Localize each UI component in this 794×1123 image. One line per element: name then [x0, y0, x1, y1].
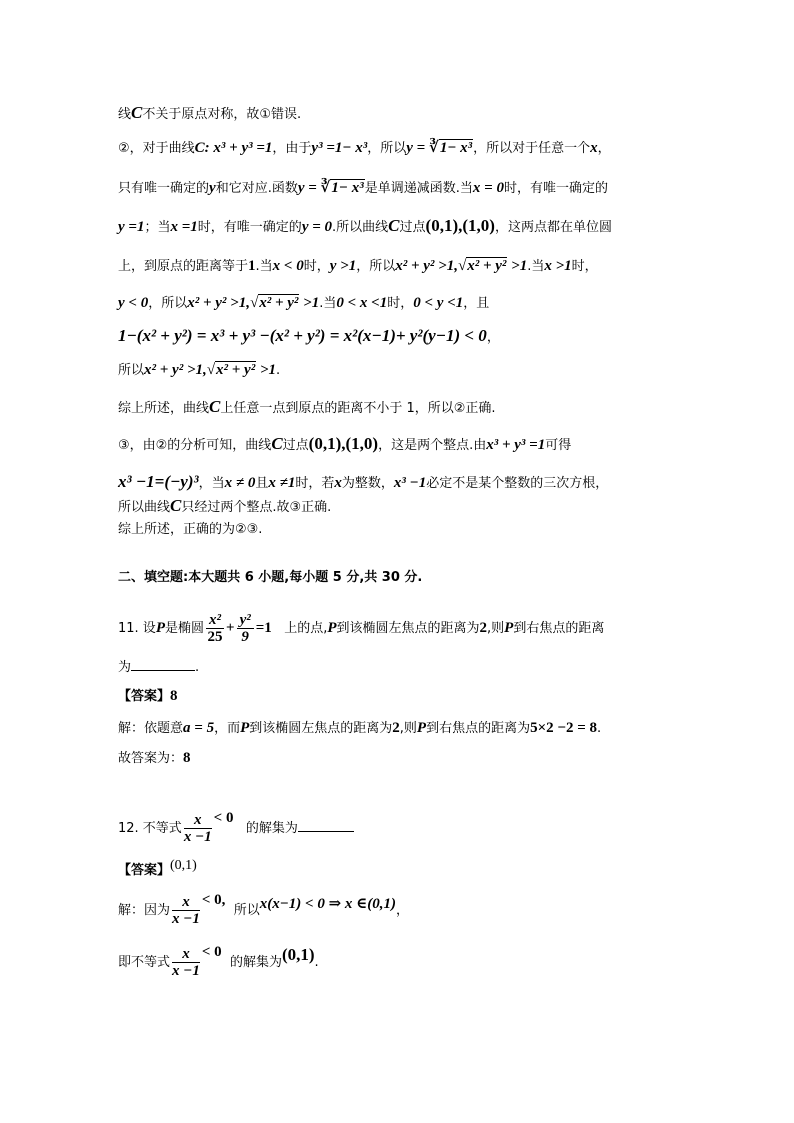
text-line: y < 0，所以x² + y² >1,√x² + y² >1.当0 < x <1时，0 < y <1，且 [118, 295, 490, 311]
math: >1 [299, 295, 320, 311]
text: 到右焦点的距离 [513, 621, 605, 636]
text: 为整数， [341, 476, 394, 491]
text: 上任意一点到原点的距离不小于 1，所以②正确. [220, 401, 496, 416]
solution-line [118, 750, 191, 767]
math: x(x−1) < 0 ⇒ x ∈(0,1) [259, 896, 396, 912]
text: 所以 [118, 363, 145, 378]
math: y < 0 [118, 295, 149, 311]
fraction: $\frac{x}{x -1}$ [172, 894, 200, 927]
text: 时， [571, 259, 598, 274]
text: 时， [387, 296, 414, 311]
math-radicand: x² + y² [259, 295, 299, 311]
question-11: 11. 设P是椭圆 $\frac{\text{x²}}{25}$ + $\frac{\text{y²}}{9}$ =1 上的点,P到该椭圆左焦点的距离为2,则P到右焦点的距离 [118, 612, 605, 645]
text-line: 综上所述，正确的为②③. [118, 522, 263, 537]
text: ， [486, 330, 500, 345]
math: 0 < x <1 [336, 295, 388, 311]
text: ，所以 [367, 141, 407, 156]
text: .当 [319, 296, 337, 311]
text: ，当 [198, 476, 225, 491]
text-line [118, 474, 608, 492]
text: ，这两点都在单位圆 [494, 220, 612, 235]
text: 时， [303, 259, 330, 274]
text: 解：依题意 [118, 721, 184, 736]
math: y [209, 180, 216, 196]
question-number: 11. 设 [118, 621, 156, 636]
text-line [118, 436, 571, 454]
text: ,则 [399, 721, 417, 736]
text: 时，有唯一确定的 [503, 181, 608, 196]
text: ，所以对于任意一个 [473, 141, 591, 156]
question-12 [118, 808, 354, 845]
text-line: 所以x² + y² >1,√x² + y² >1. [118, 362, 281, 378]
text-line [118, 140, 611, 157]
answer-label: 【答案】 [118, 689, 171, 704]
text: 时，若 [295, 476, 335, 491]
text: ③，由②的分析可知，曲线 [118, 438, 272, 453]
text: 只经过两个整点.故③正确. [181, 500, 332, 515]
math: x [590, 140, 598, 156]
answer-label: 【答案】 [118, 863, 171, 878]
text: ；当 [144, 220, 171, 235]
math: x² + y² >1, [144, 362, 207, 378]
math: x [334, 475, 342, 491]
text: ,则 [487, 621, 505, 636]
fraction: $\frac{\text{x²}}{25}$ [207, 612, 223, 645]
text: 为 [118, 660, 132, 675]
answer-value: (0,1) [170, 858, 197, 873]
text: ，且 [463, 296, 490, 311]
math-radicand: x² + y² [467, 258, 507, 274]
text: . [276, 363, 281, 378]
text: 的解集为 [229, 955, 282, 970]
text: 到右焦点的距离为 [426, 721, 531, 736]
section-title: 二、填空题:本大题共 6 小题,每小题 5 分,共 30 分. [118, 570, 423, 585]
text: .所以曲线 [332, 220, 389, 235]
text: 的解集为 [245, 821, 298, 836]
text: 解：因为 [118, 903, 171, 918]
question-number: 12. 不等式 [118, 821, 182, 836]
math: 1 [248, 258, 256, 274]
math: < 0 [213, 810, 234, 826]
math: (0,1) [281, 945, 315, 964]
text: 是单调递减函数.当 [364, 181, 473, 196]
math-radicand: x² + y² [216, 362, 256, 378]
text: 上，到原点的距离等于 [118, 259, 249, 274]
fraction: $\frac{x}{x -1}$ [172, 946, 200, 979]
fraction: $\frac{x}{x -1}$ [183, 812, 212, 845]
text: 可得 [545, 438, 572, 453]
text: 和它对应.函数 [215, 181, 298, 196]
text-line [118, 328, 500, 346]
solution-line [118, 890, 409, 927]
text: ，所以 [148, 296, 188, 311]
math: y >1 [329, 258, 357, 274]
text: ，而 [214, 721, 241, 736]
text: 不关于原点对称，故①错误. [142, 107, 302, 122]
text: 所以 [233, 903, 260, 918]
math: =1 [255, 620, 272, 636]
plus: + [226, 620, 235, 636]
text: 且 [255, 476, 269, 491]
solution-line: 解：依题意a = 5，而P到该椭圆左焦点的距离为2,则P到右焦点的距离为5×2 −2 = 8. [118, 720, 602, 736]
math: x = 0 [472, 180, 504, 196]
text: 是椭圆 [164, 621, 204, 636]
math: x < 0 [272, 258, 304, 274]
text-line [118, 180, 608, 197]
math: y³ =1− x³ [311, 140, 368, 156]
math: x ≠1 [268, 475, 296, 491]
math: x³ + y³ =1 [486, 437, 546, 453]
text: 时，有唯一确定的 [197, 220, 302, 235]
text: 必定不是某个整数的三次方根， [426, 476, 609, 491]
text: . [314, 955, 319, 970]
text: . [597, 721, 602, 736]
text-line [118, 218, 612, 236]
text: 过点 [399, 220, 426, 235]
math-radicand: 1− x³ [331, 180, 364, 196]
text-line [118, 658, 199, 676]
text: 过点 [282, 438, 309, 453]
math-C: C [388, 216, 400, 235]
math: 8 [183, 750, 191, 766]
text: ②，对于曲线 [118, 141, 195, 156]
math: x³ −1=(−y)³ [118, 472, 199, 491]
text: 即不等式 [118, 955, 171, 970]
text-line [118, 399, 496, 417]
math: x >1 [544, 258, 572, 274]
math-points: (0,1),(1,0) [425, 216, 495, 235]
math: 0 < y <1 [413, 295, 464, 311]
math: < 0, [201, 892, 226, 908]
math: x ≠ 0 [224, 475, 256, 491]
text: ， [597, 141, 611, 156]
text: . [195, 660, 200, 675]
math: y = 0 [301, 219, 333, 235]
solution-line [118, 942, 319, 979]
math: a = 5 [183, 720, 215, 736]
math: x² + y² >1, [395, 258, 458, 274]
answer-line [118, 688, 178, 705]
math: y = ∛ [406, 140, 439, 156]
text: 线 [118, 107, 132, 122]
math: y =1 [118, 219, 145, 235]
math: >1 [256, 362, 277, 378]
math-radicand: 1− x³ [439, 140, 473, 156]
text: 所以曲线 [118, 500, 171, 515]
text: 上的点, [284, 621, 328, 636]
math-C: C [131, 103, 143, 122]
answer-blank [298, 819, 354, 832]
math: 2 [479, 620, 488, 636]
math: x =1 [170, 219, 198, 235]
math-C: C [271, 434, 283, 453]
math: 5×2 −2 = 8 [530, 720, 598, 736]
math: x² + y² >1, [187, 295, 250, 311]
text: ，由于 [272, 141, 312, 156]
fraction: $\frac{\text{y²}}{9}$ [237, 612, 254, 645]
math-points: (0,1),(1,0) [308, 434, 379, 453]
text: ，所以 [356, 259, 396, 274]
text: 到该椭圆左焦点的距离为 [249, 721, 393, 736]
text-line [118, 105, 301, 123]
answer-value: 8 [170, 688, 178, 704]
text: ， [396, 903, 410, 918]
math: >1 [507, 258, 528, 274]
math-C: C [209, 397, 221, 416]
text: 到该椭圆左焦点的距离为 [336, 621, 480, 636]
math: < 0 [201, 944, 222, 960]
answer-blank [131, 658, 195, 671]
math-C: C [170, 496, 182, 515]
text-line [118, 498, 331, 516]
math-identity: 1−(x² + y²) = x³ + y³ −(x² + y²) = x²(x−1)+ y²(y−1) < 0 [118, 326, 487, 345]
text: 故答案为： [118, 751, 184, 766]
text: .当 [255, 259, 273, 274]
text: ，这是两个整点.由 [378, 438, 487, 453]
text: .当 [527, 259, 545, 274]
answer-line [118, 858, 197, 879]
math: x³ −1 [393, 475, 427, 491]
text: 只有唯一确定的 [118, 181, 210, 196]
text: 综上所述，曲线 [118, 401, 210, 416]
math-P: P [155, 620, 165, 636]
math: y = ∛ [297, 180, 331, 196]
math-curve: C: x³ + y³ =1 [194, 140, 273, 156]
text-line: 上，到原点的距离等于1.当x < 0时，y >1，所以x² + y² >1,√x² + y² >1.当x >1时， [118, 258, 598, 274]
